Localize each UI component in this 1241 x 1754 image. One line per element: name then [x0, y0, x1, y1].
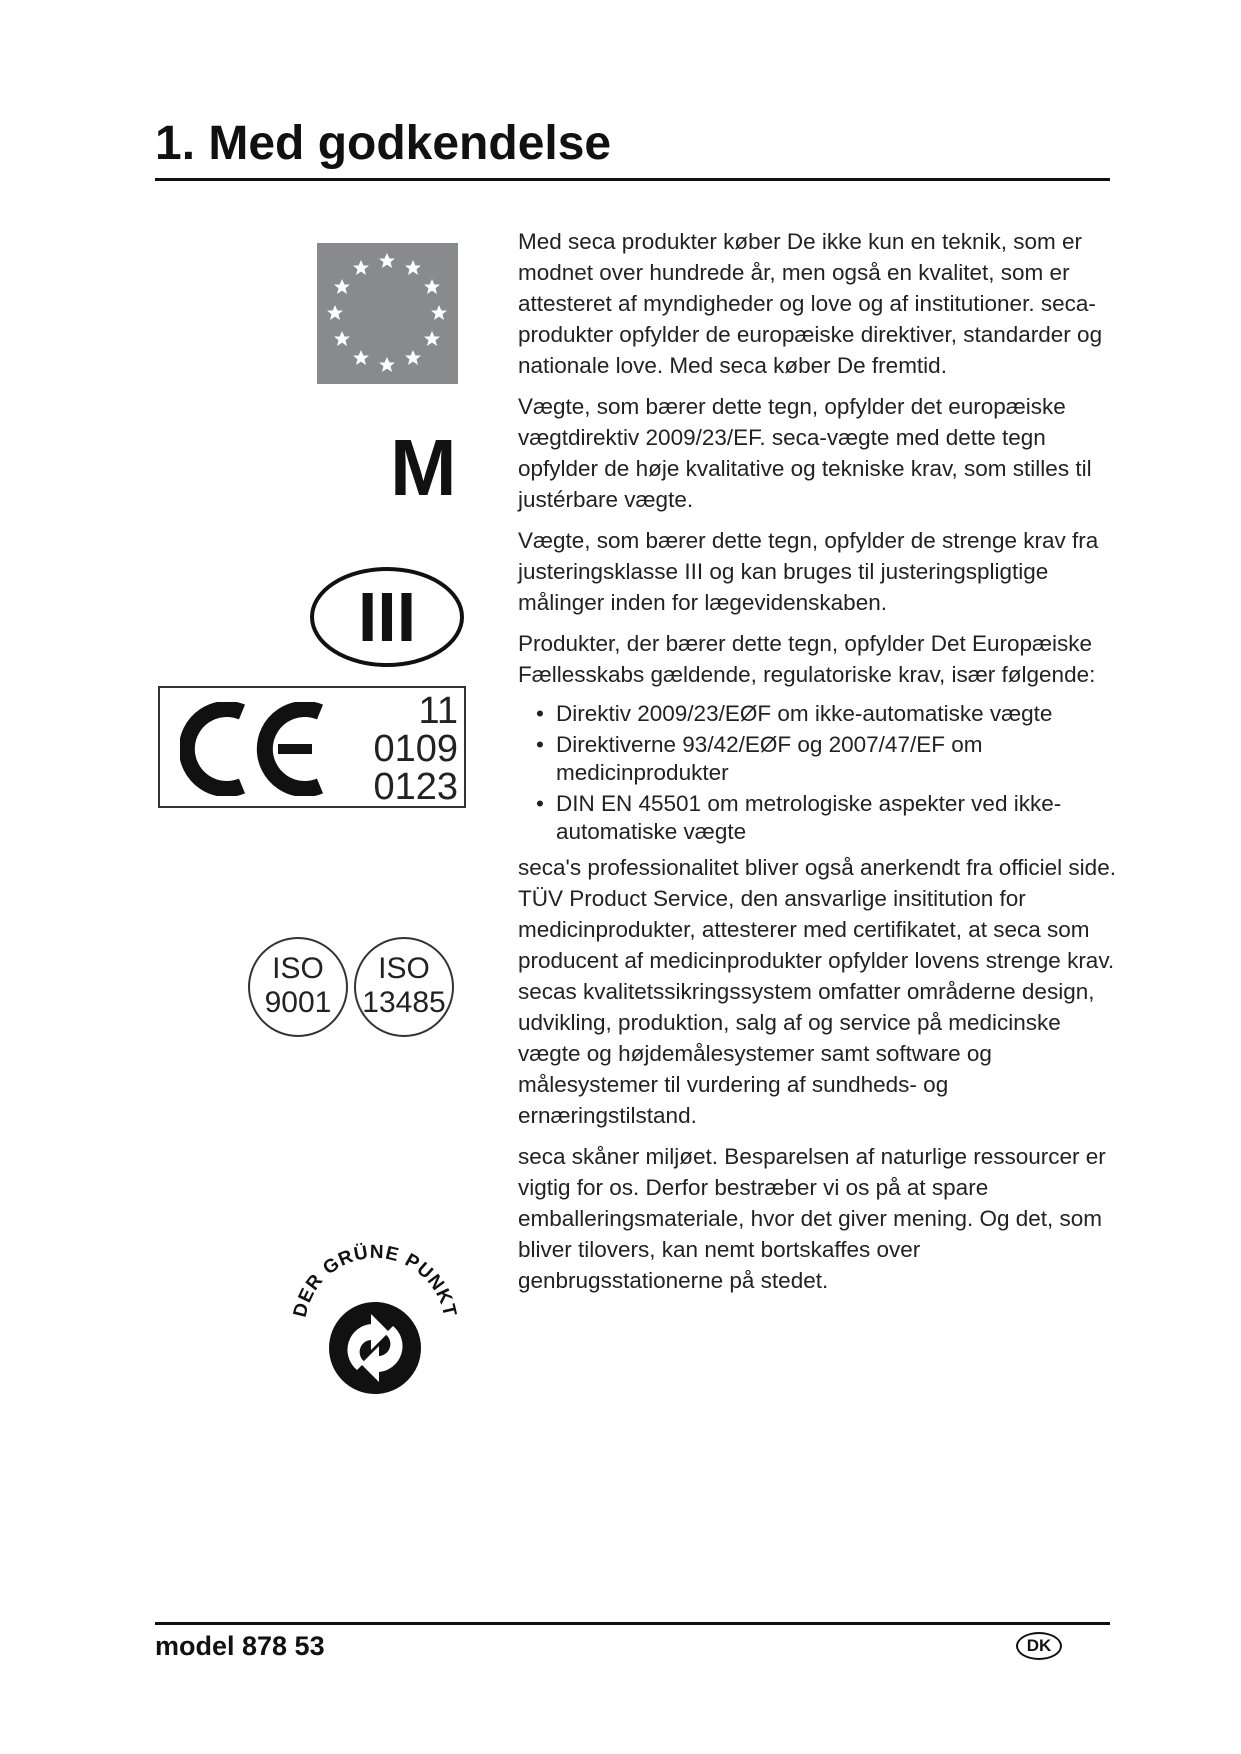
text-column: [518, 226, 1118, 1306]
footer-rule: [155, 1622, 1110, 1625]
iso-label: ISO: [378, 952, 430, 985]
ce-notified-body-numbers: [373, 692, 458, 806]
accuracy-class-label: III: [357, 578, 417, 656]
class-iii-paragraph: Vægte, som bærer dette tegn, opfylder de strenge krav fra justeringsklasse III og kan bruges til justeringspligtige målinger inden for lægevidenskaben.: [518, 528, 1099, 615]
iso-number: 13485: [362, 986, 446, 1019]
ce-icon: [180, 702, 330, 796]
der-gruene-punkt-logo: [285, 1228, 465, 1398]
eu-flag-logo: [317, 243, 458, 384]
ce-paragraph: Produkter, der bærer dette tegn, opfylder Det Europæiske Fællesskabs gældende, regulatoriske krav, især følgende:: [518, 631, 1096, 687]
list-item: • DIN EN 45501 om metrologiske aspekter ved ikke-automatiske vægte: [536, 791, 1062, 844]
list-item: • Direktiv 2009/23/EØF om ikke-automatiske vægte: [536, 701, 1053, 726]
accuracy-class-iii-mark: [308, 565, 466, 669]
directive-list: [518, 700, 1118, 846]
ce-number: 0109: [373, 728, 458, 770]
iso-number: 9001: [264, 986, 332, 1019]
iso-13485-badge: [354, 937, 454, 1037]
ce-number: 11: [418, 690, 458, 732]
list-item: • Direktiverne 93/42/EØF og 2007/47/EF om medicinprodukter: [536, 732, 983, 785]
iso-label: ISO: [272, 952, 324, 985]
page-title: 1. Med godkendelse: [155, 117, 612, 170]
language-badge: DK: [1016, 1632, 1062, 1660]
footer-model-label: model 878 53: [155, 1631, 325, 1661]
iso-9001-badge: [248, 937, 348, 1037]
iso-badges: [248, 937, 458, 1041]
intro-paragraph: Med seca produkter køber De ikke kun en teknik, som er modnet over hundrede år, men også en kvalitet, som er attesteret af myndigheder og love og af institutioner. seca-produkter opfylder de europæiske direktiver, standarder og nationale love. Med seca køber De fremtid.: [518, 229, 1103, 378]
ce-number: 0123: [373, 766, 458, 808]
svg-text:DER GRÜNE PUNKT: DER GRÜNE PUNKT: [289, 1241, 461, 1320]
iso-paragraph: seca's professionalitet bliver også anerkendt fra officiel side. TÜV Product Service, den ansvarlige insititution for medicinprodukter, attesterer med certifikatet, at seca som producent af medicinprodukter opfylder lovens strenge krav. secas kvalitetssikringssystem omfatter områderne design, udvikling, produktion, salg af og service på medicinske vægte og højdemålesystemer samt software og målesystemer til vurdering af sundheds- og ernæringstilstand.: [518, 855, 1116, 1128]
header-rule: [155, 178, 1110, 181]
ce-mark-box: [158, 686, 466, 808]
environment-paragraph: seca skåner miljøet. Besparelsen af naturlige ressourcer er vigtig for os. Derfor bestræber vi os på at spare emballeringsmateriale, hvor det giver mening. Og det, som bliver tilovers, kan nemt bortskaffes over genbrugsstationerne på stedet.: [518, 1144, 1106, 1293]
m-mark-paragraph: Vægte, som bærer dette tegn, opfylder det europæiske vægtdirektiv 2009/23/EF. seca-vægte med dette tegn opfylder de høje kvalitative og tekniske krav, som stilles til justérbare vægte.: [518, 394, 1092, 512]
metrology-m-mark: M: [390, 423, 457, 512]
